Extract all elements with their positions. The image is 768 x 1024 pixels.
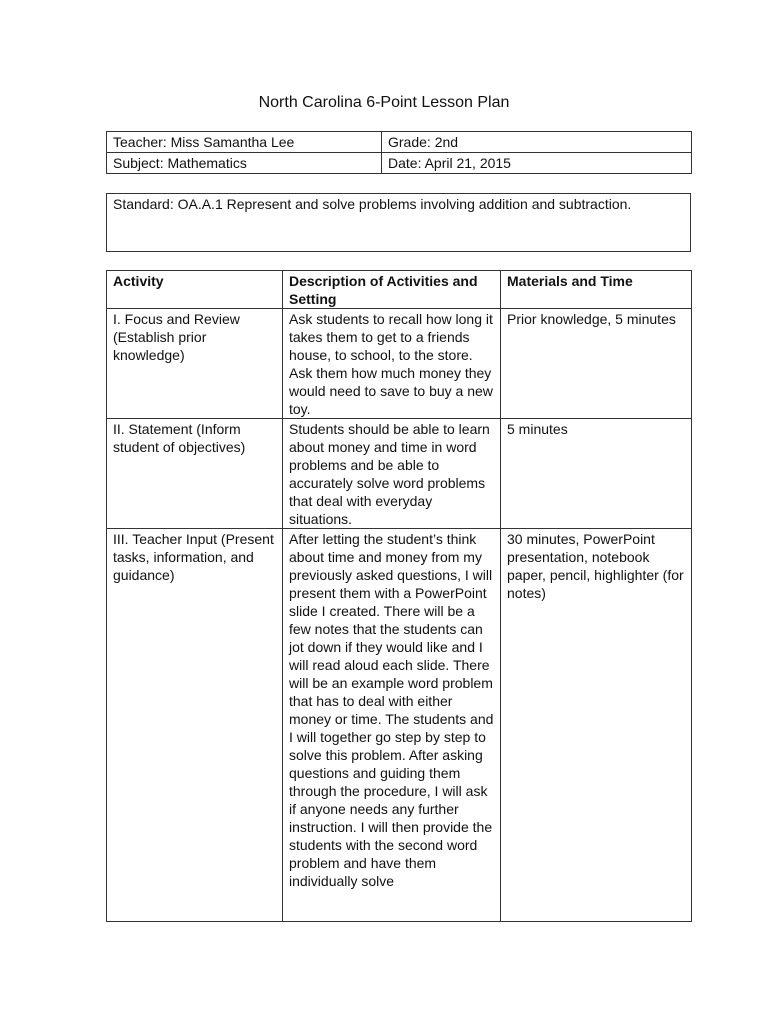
table-row xyxy=(107,529,692,922)
description-cell: Ask students to recall how long it takes them to get to a friends house, to school, to the store. Ask them how much money they would need to save to buy a new toy. xyxy=(283,309,501,419)
lesson-info-table xyxy=(106,131,692,174)
header-materials: Materials and Time xyxy=(501,271,692,309)
grade-cell: Grade: 2nd xyxy=(382,132,692,153)
standard-cell: Standard: OA.A.1 Represent and solve problems involving addition and subtraction. xyxy=(107,194,691,252)
materials-cell: Prior knowledge, 5 minutes xyxy=(501,309,692,419)
header-description: Description of Activities and Setting xyxy=(283,271,501,309)
subject-cell: Subject: Mathematics xyxy=(107,153,382,174)
description-cell: After letting the student’s think about time and money from my previously asked questions, I will present them with a PowerPoint slide I created. There will be a few notes that the students can jot down if they would like and I will read aloud each slide. There will be an example word problem that has to deal with either money or time. The students and I will together go step by step to solve this problem. After asking questions and guiding them through the procedure, I will ask if anyone needs any further instruction. I will then provide the students with the second word problem and have them individually solve xyxy=(283,529,501,922)
info-row xyxy=(107,153,692,174)
materials-cell: 30 minutes, PowerPoint presentation, notebook paper, pencil, highlighter (for notes) xyxy=(501,529,692,922)
description-cell: Students should be able to learn about money and time in word problems and be able to accurately solve word problems that deal with everyday situations. xyxy=(283,419,501,529)
header-activity: Activity xyxy=(107,271,283,309)
materials-cell: 5 minutes xyxy=(501,419,692,529)
teacher-cell: Teacher: Miss Samantha Lee xyxy=(107,132,382,153)
activity-cell: II. Statement (Inform student of objectives) xyxy=(107,419,283,529)
table-row xyxy=(107,419,692,529)
standard-table xyxy=(106,193,691,252)
activity-cell: III. Teacher Input (Present tasks, information, and guidance) xyxy=(107,529,283,922)
activity-plan-table xyxy=(106,270,692,922)
table-header-row xyxy=(107,271,692,309)
standard-row xyxy=(107,194,691,252)
table-row xyxy=(107,309,692,419)
page-title: North Carolina 6-Point Lesson Plan xyxy=(258,94,510,111)
info-row xyxy=(107,132,692,153)
date-cell: Date: April 21, 2015 xyxy=(382,153,692,174)
activity-cell: I. Focus and Review (Establish prior knowledge) xyxy=(107,309,283,419)
